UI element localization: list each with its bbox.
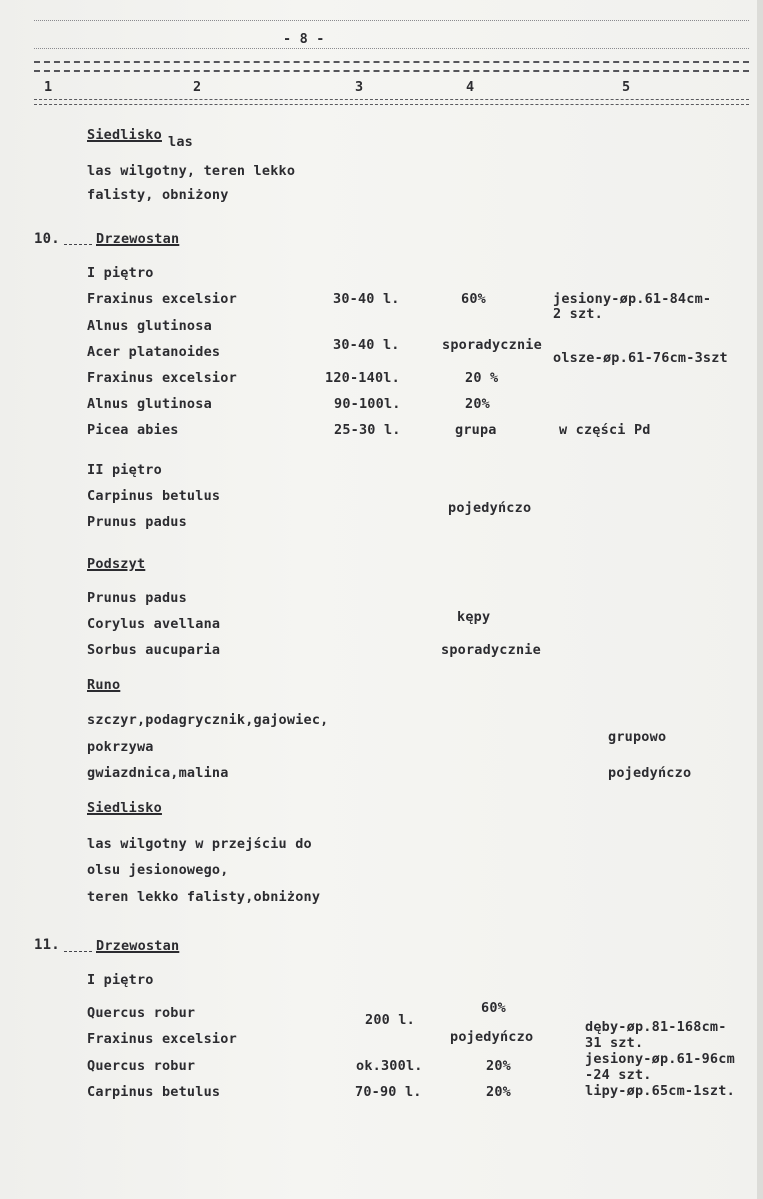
section-leader xyxy=(64,951,92,952)
column-header-4: 4 xyxy=(466,79,475,95)
undergrowth-heading: Podszyt xyxy=(87,556,146,572)
species-name: Quercus robur xyxy=(87,1005,196,1021)
stand-share: 20% xyxy=(486,1058,511,1074)
layer-heading: I piętro xyxy=(87,265,154,281)
stand-age: 70-90 l. xyxy=(355,1084,422,1100)
stand-share: 60% xyxy=(461,291,486,307)
species-name: Fraxinus excelsior xyxy=(87,1031,237,1047)
stand-age: 30-40 l. xyxy=(333,291,400,307)
section-title: Drzewostan xyxy=(96,938,180,954)
flora-line: gwiazdnica,malina xyxy=(87,765,229,781)
stand-share: pojedyńczo xyxy=(448,500,532,516)
species-name: Prunus padus xyxy=(87,514,187,530)
stand-note: 2 szt. xyxy=(553,306,603,322)
column-header-5: 5 xyxy=(622,79,631,95)
habitat-suffix: las xyxy=(168,134,193,150)
species-name: Acer platanoides xyxy=(87,344,221,360)
undergrowth-species: Corylus avellana xyxy=(87,616,221,632)
section-number: 11. xyxy=(34,937,60,953)
flora-line: pokrzywa xyxy=(87,739,154,755)
stand-share: 20 % xyxy=(465,370,499,386)
stand-age: 25-30 l. xyxy=(334,422,401,438)
stand-note: olsze-øp.61-76cm-3szt xyxy=(553,350,728,366)
stand-age: 30-40 l. xyxy=(333,337,400,353)
habitat-line: teren lekko falisty,obniżony xyxy=(87,889,321,905)
habitat-line: las wilgotny w przejściu do xyxy=(87,836,312,852)
stand-share: 20% xyxy=(465,396,490,412)
stand-note: w części Pd xyxy=(559,422,651,438)
flora-line: szczyr,podagrycznik,gajowiec, xyxy=(87,712,329,728)
stand-note: jesiony-øp.61-96cm xyxy=(585,1051,735,1067)
species-name: Carpinus betulus xyxy=(87,488,221,504)
rule-header-top-1 xyxy=(34,61,749,63)
stand-age: ok.300l. xyxy=(356,1058,423,1074)
stand-age: 120-140l. xyxy=(325,370,400,386)
species-name: Fraxinus excelsior xyxy=(87,370,237,386)
species-name: Picea abies xyxy=(87,422,179,438)
rule-top-dotted xyxy=(34,20,749,21)
page-edge xyxy=(757,0,763,1199)
rule-dotted xyxy=(34,48,749,49)
stand-share: pojedyńczo xyxy=(450,1029,534,1045)
habitat-line: falisty, obniżony xyxy=(87,187,229,203)
layer-heading: II piętro xyxy=(87,462,162,478)
stand-note: -24 szt. xyxy=(585,1067,652,1083)
stand-age: 200 l. xyxy=(365,1012,415,1028)
rule-header-top-2 xyxy=(34,70,749,72)
column-header-1: 1 xyxy=(44,79,53,95)
layer-heading: I piętro xyxy=(87,972,154,988)
flora-share: grupowo xyxy=(608,729,667,745)
species-name: Alnus glutinosa xyxy=(87,396,212,412)
stand-note: dęby-øp.81-168cm- xyxy=(585,1019,727,1035)
habitat-line: las wilgotny, teren lekko xyxy=(87,163,296,179)
stand-age: 90-100l. xyxy=(334,396,401,412)
habitat-line: olsu jesionowego, xyxy=(87,862,229,878)
rule-header-bottom-2 xyxy=(34,104,749,105)
stand-note: lipy-øp.65cm-1szt. xyxy=(585,1083,735,1099)
habitat-heading: Siedlisko xyxy=(87,127,162,143)
undergrowth-species: Prunus padus xyxy=(87,590,187,606)
stand-share: grupa xyxy=(455,422,497,438)
species-name: Fraxinus excelsior xyxy=(87,291,237,307)
species-name: Carpinus betulus xyxy=(87,1084,221,1100)
column-header-3: 3 xyxy=(355,79,364,95)
page-number: - 8 - xyxy=(283,31,325,47)
undergrowth-share: sporadycznie xyxy=(441,642,541,658)
stand-note: jesiony-øp.61-84cm- xyxy=(553,291,712,307)
flora-share: pojedyńczo xyxy=(608,765,692,781)
rule-header-bottom-1 xyxy=(34,99,749,100)
section-title: Drzewostan xyxy=(96,231,180,247)
stand-note: 31 szt. xyxy=(585,1035,644,1051)
section-number: 10. xyxy=(34,231,60,247)
stand-share: 60% xyxy=(481,1000,506,1016)
section-leader xyxy=(64,244,92,245)
undergrowth-species: Sorbus aucuparia xyxy=(87,642,221,658)
column-header-2: 2 xyxy=(193,79,202,95)
species-name: Alnus glutinosa xyxy=(87,318,212,334)
species-name: Quercus robur xyxy=(87,1058,196,1074)
stand-share: sporadycznie xyxy=(442,337,542,353)
stand-share: 20% xyxy=(486,1084,511,1100)
habitat-heading: Siedlisko xyxy=(87,800,162,816)
undergrowth-share: kępy xyxy=(457,609,491,625)
flora-heading: Runo xyxy=(87,677,121,693)
